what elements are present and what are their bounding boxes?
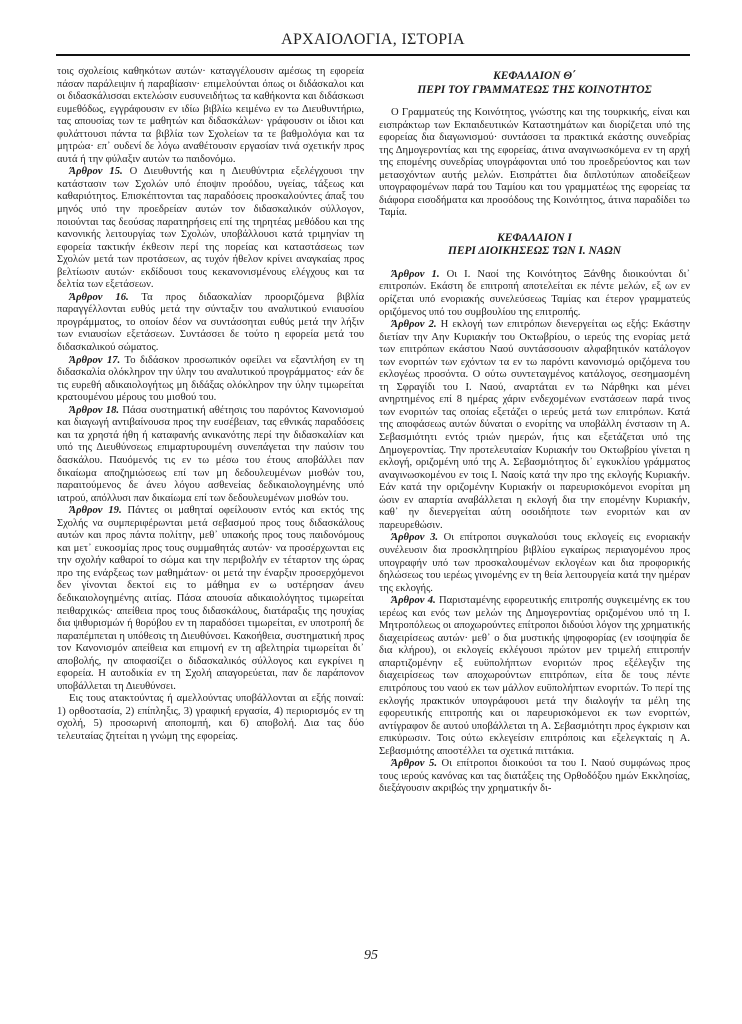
article-text: Τα προς διδασκαλίαν προοριζόμενα βιβλία παραγγέλλονται ευθύς μετά την σύνταξιν του αναλυτικού ενιαυσίου προγράμματος, το οποίον δέον να συντάσσηται ευθύς μετά την λήξιν των ενιαυσίων εξετάσεων. Συντάσσει δε τούτο η εφορεία μετά του διδασκαλικού σώματος. (57, 291, 364, 354)
chapter-9-paragraph: Ο Γραμματεύς της Κοινότητος, γνώστης και της τουρκικής, είναι και εισπράκτωρ των Εκπαιδευτικών Καταστημάτων και διορίζεται υπό της εφορείας δια διαγωνισμού· συντάσσει τα πρακτικά εκάστης συνεδρίας της Δημογεροντίας και της εφορείας, άτινα αναγινωσκόμενα εν τη αρχή της επομένης συνεδρίας υπογράφονται υπό του προεδρεύοντος και των μετασχόντων αυτής μελών. Εισπράττει δια διπλοτύπων αποδείξεων υπογραφομένων παρά του Ταμίου και του γραμματέως της εφορείας τα διάφορα εισοδήματα και προσόδους της Κοινότητος, άτινα παραδίδει τω Ταμία. (379, 107, 690, 219)
article-text: Πάντες οι μαθηταί οφείλουσιν εντός και εκτός της Σχολής να συμπεριφέρωνται μετά σεβασμού προς τους διδασκάλους αυτών και προς πάντα πολίτην, μεθ᾽ υπακοής προς τους παιδονόμους και μετ᾽ ευκοσμίας προς τους συμμαθητάς αυτών· να προσέρχωνται εις την σχολήν καθαροί το σώμα και την περιβολήν εν τέταρτον της ώρας προ της ενάρξεως των μαθημάτων· οι μετά την έναρξιν προσερχόμενοι δεν γίνονται δεκτοί εις το μάθημα εν ω υστέρησαν άνευ δεδικαιολογημένης αιτίας. Πάσα απουσία αδικαιολόγητος τιμωρείται πειθαρχικώς· απείθεια προς τους διδασκάλους, διατάραξις της ησυχίας δια ψιθυρισμών ή θορύβου εν τη παραδόσει τιμωρείται, εν υποτροπή δε παραπέμπεται η υπόθεσις τη Διευθύνσει. Κακοήθεια, συστηματική προς τον Κανονισμόν απείθεια και επιμονή εν τη αβελτηρία τιμωρείται δι᾽ αποβολής, ην αποφασίζει ο διδασκαλικός σύλλογος και εγκρίνει η εφορεία. Η αυτοδικία εν τη Σχολή απαγορεύεται, παν δε παράπονον υποβάλλεται τη Διευθύνσει. (57, 505, 364, 692)
left-column (57, 66, 364, 744)
article-label: Άρθρον 2. (391, 319, 437, 331)
article-text: Οι Ι. Ναοί της Κοινότητος Ξάνθης διοικούνται δι᾽ επιτροπών. Εκάστη δε επιτροπή αποτελείται εκ πέντε μελών, εξ ων εν ορίζεται υπό ενοριακής συνελεύσεως Ταμίας και έτερον γραμματεύς οριζόμενος υπό του συμβουλίου της επιτροπής. (379, 268, 690, 318)
article-17 (57, 355, 364, 405)
continuation-paragraph: τοις σχολείοις καθηκότων αυτών· καταγγέλουσιν αμέσως τη εφορεία πάσαν παράλειψιν ή παραβίασιν· επιμελούνται όπως οι διδάσκαλοι και οι διδασκάλισσαι εκτελώσιν ευσυνειδήτως τα καθήκοντα και διδάσκωσι ευμεθόδως, εγγράφουσιν εν ιδίω βιβλίω κειμένω εν τω Διευθυντήριω, τας απουσίας των τε μαθητών και διδασκάλων· γράφουσιν οι ίδιοι και φυλάττουσι πάντα τα βιβλία των Σχολείων τα τε βαθμολόγια και τα μητρώα· επ᾽ ουδενί δε λόγω αναθέτουσιν εργασίαν τινά σχετικήν προς αυτά ή την φύλαξιν αυτών τω παιδονόμω. (57, 66, 364, 165)
article-label: Άρθρον 5. (391, 758, 437, 770)
chapter-title: ΠΕΡΙ ΔΙΟΙΚΗΣΕΩΣ ΤΩΝ Ι. ΝΑΩΝ (447, 245, 621, 258)
article-text: Η εκλογή των επιτρόπων διενεργείται ως εξής: Εκάστην διετίαν την Αην Κυριακήν του Οκτωβρίου, ο ιερεύς της ενορίας μετά των επιτρόπων εκάστου Ναού συντάσσουσιν αλφαβητικόν κατάλογον των ενοριτών των εχόντων τα εν τω παρόντι κανονισμώ οριζόμενα του εκλογέως προσόντα. Ο ούτω συντεταγμένος κατάλογος, σεσημασμένη τη Σφραγίδι του Ι. Ναού, αναρτάται εν τω Νάρθηκι και μένει ανηρτημένος επί 8 ημέρας χάριν ενδεχομένων ενστάσεων παρά τινος των ενοριτών τας οποίας εξετάζει ο ιερεύς μετά των επιτρόπων. Κατά της αποφάσεως αυτών δύναται ο ενορίτης να υποβάλλη ένστασιν τη Α. Σεβασμιότητι εντός τριών ημερών, ήτις και εξετάζεται υπό της Δημογεροντίας. Την προτελευταίαν Κυριακήν του Οκτωβρίου γίνεται η εκλογή, οριζομένη υπό της Α. Σεβασμιότητος δι᾽ εγκυκλίου γράμματος αναγινωσκομένου εν τοις Ι. Ναοίς κατά την προ της εκλογής Κυριακήν. Εάν κατά την οριζομένην Κυριακήν οι παρευρισκόμενοι ενορίται μη ώσιν εν απαρτία αναβάλλεται η εκλογή δια την επομένην Κυριακήν, καθ᾽ ην διενεργείται αύτη οσοιδήποτε των ενοριτών και αν παρευρεθώσιν. (379, 319, 691, 531)
chapter-10-article-5 (379, 758, 690, 796)
article-15 (57, 166, 364, 291)
chapter-10-article-4 (379, 595, 690, 758)
article-label: Άρθρον 1. (391, 268, 440, 280)
chapter-10-article-1 (379, 269, 690, 319)
running-head: ΑΡΧΑΙΟΛΟΓΙΑ, ΙΣΤΟΡΙΑ (281, 31, 465, 48)
article-text: Το διδάσκον προσωπικόν οφείλει να εξαντλήση εν τη διδασκαλία ολόκληρον την ύλην του αναλυτικού προγράμματος· εάν δε τις ευρεθή αδικαιολογήτως μη διδάξας ολόκληρον την ύλην τιμωρείται κρατουμένου μέρους του μισθού του. (57, 354, 364, 404)
penalties-paragraph: Εις τους ατακτούντας ή αμελλούντας υποβάλλονται αι εξής ποιναί: 1) ορθοστασία, 2) επίπληξις, 3) γραφική εργασία, 4) περιορισμός εν τη σχολή, 5) προσωρινή αποπομπή, και 6) αποβολή. Δια τας δύο τελευταίας ζητείται η γνώμη της εφορείας. (57, 693, 364, 742)
article-text: Πάσα συστηματική αθέτησις του παρόντος Κανονισμού και διαγωγή αντιβαίνουσα προς την ευσέβειαν, τας εθνικάς παραδόσεις και τα χρηστά ήθη ή καταφανής ανικανότης περί την διδασκαλίαν και υπό της Διευθύνσεως επιμαρτυρουμένη συνεπάγεται την παύσιν του δασκάλου. Παυόμενός τις εν τω μέσω του έτους αποβάλλει παν δικαίωμα αποζημιώσεως επί των μη δεδουλευμένων μισθών του, παραιτούμενος δε άνευ λόγου ασθενείας δεδικαιολογημένης υπό ιατρού, απόλλυσι παν δικαίωμα επί των δεδουλευμένων μισθών του. (57, 404, 364, 504)
article-16 (57, 292, 364, 355)
page-number: 95 (364, 948, 378, 963)
right-column (379, 66, 690, 796)
article-text: Οι επίτροποι συγκαλούσι τους εκλογείς εις ενοριακήν συνέλευσιν δια προσκλητηρίου βιβλίου εγκαίρως περιαγομένου προς υπογραφήν υπό των προσκαλουμένων εκλογέων και δια προφορικής δηλώσεως του ιερέως γινομένης εν τη θεία λειτουργεία κατά την ημέραν της εκλογής. (379, 532, 690, 594)
chapter-number: ΚΕΦΑΛΑΙΟΝ Ι (497, 231, 572, 244)
article-text: Οι επίτροποι διοικούσι τα του Ι. Ναού συμφώνως προς τους ιερούς κανόνας και τας διατάξεις της Ορθοδόξου ημών Εκκλησίας, διεξάγουσιν ακριβώς την χρηματικήν δι- (379, 758, 690, 795)
header-rule (56, 54, 690, 56)
article-19 (57, 505, 364, 693)
article-18 (57, 405, 364, 505)
chapter-title: ΠΕΡΙ ΤΟΥ ΓΡΑΜΜΑΤΕΩΣ ΤΗΣ ΚΟΙΝΟΤΗΤΟΣ (417, 83, 652, 96)
chapter-10-article-2 (379, 319, 690, 532)
article-label: Άρθρον 16. (69, 291, 129, 303)
chapter-number: ΚΕΦΑΛΑΙΟΝ Θ΄ (493, 70, 576, 82)
article-label: Άρθρον 3. (391, 532, 439, 544)
chapter-10-heading (379, 232, 690, 259)
article-label: Άρθρον 19. (69, 505, 122, 517)
chapter-9-heading (379, 70, 690, 97)
article-text: Ο Διευθυντής και η Διευθύντρια εξελέγχουσι την κατάστασιν των Σχολών υπό έποψιν προόδου, υγείας, τάξεως και καθαριότητος. Επισκέπτονται τας παραδόσεις προσκαλούντες άπαξ του μηνός υπό την προεδρείαν αυτών τον διδασκαλικόν σύλλογον, ποιούνται τας δεούσας παρατηρήσεις επί της τηρητέας μεθόδου και της κανονικής λειτουργίας των Σχολών, υποβάλλουσι κατά τριμηνίαν τη εφορεία τακτικήν έκθεσιν περί της πορείας και καταστάσεως των Σχολών μετά των προτάσεων, ας τυχόν ήθελον κρίνει αναγκαίας προς βελτίωσιν αυτών· εκδίδουσι τους κεκανονισμένους ελέγχους και τα δελτία των εξετάσεων. (57, 166, 364, 291)
chapter-10-article-3 (379, 532, 690, 595)
article-text: Παρισταμένης εφορευτικής επιτροπής συγκειμένης εκ του ιερέως και ενός των μελών της Δημογεροντίας οριζομένου υπό τη Ι. Μητροπόλεως οι αποχωρούντες επίτροποι διδούσι λόγον της χρηματικής διαχειρίσεως αυτών· μεθ᾽ ο δια μυστικής ψηφοφορίας (εν ισοψηφία δε δια κλήρου), οι εκλογείς εκλέγουσι πρώτον μεν τριμελή επιτροπήν απαρτιζομένην εξ ευϋπολήπτων ενοριτών προς εξέλεγξιν της διαχειρίσεως των αποχωρούντων επιτρόπων, είτα δε τους πέντε επιτρόπους του ναού εκ των μάλλον ευϋπολήπτων ενοριτών. Το περί της εκλογής πρακτικόν υπογράφουσι μετά την διαλογήν τα μέλη της εφορευτικής επιτροπής και οι παρευρισκόμενοι εκ των ενοριτών, αντίγραφον δε αυτού υποβάλλεται τη Α. Σεβασμιότητι προς έγκρισιν και επικύρωσιν. Τοις ούτω εκλεγείσιν επιτρόποις και εξελεγκταίς η Α. Σεβασμιότης αποστέλλει τα σχετικά πιττάκια. (379, 595, 690, 757)
article-label: Άρθρον 15. (69, 166, 123, 178)
article-label: Άρθρον 18. (69, 404, 120, 416)
article-label: Άρθρον 17. (69, 354, 121, 366)
article-label: Άρθρον 4. (391, 595, 436, 607)
